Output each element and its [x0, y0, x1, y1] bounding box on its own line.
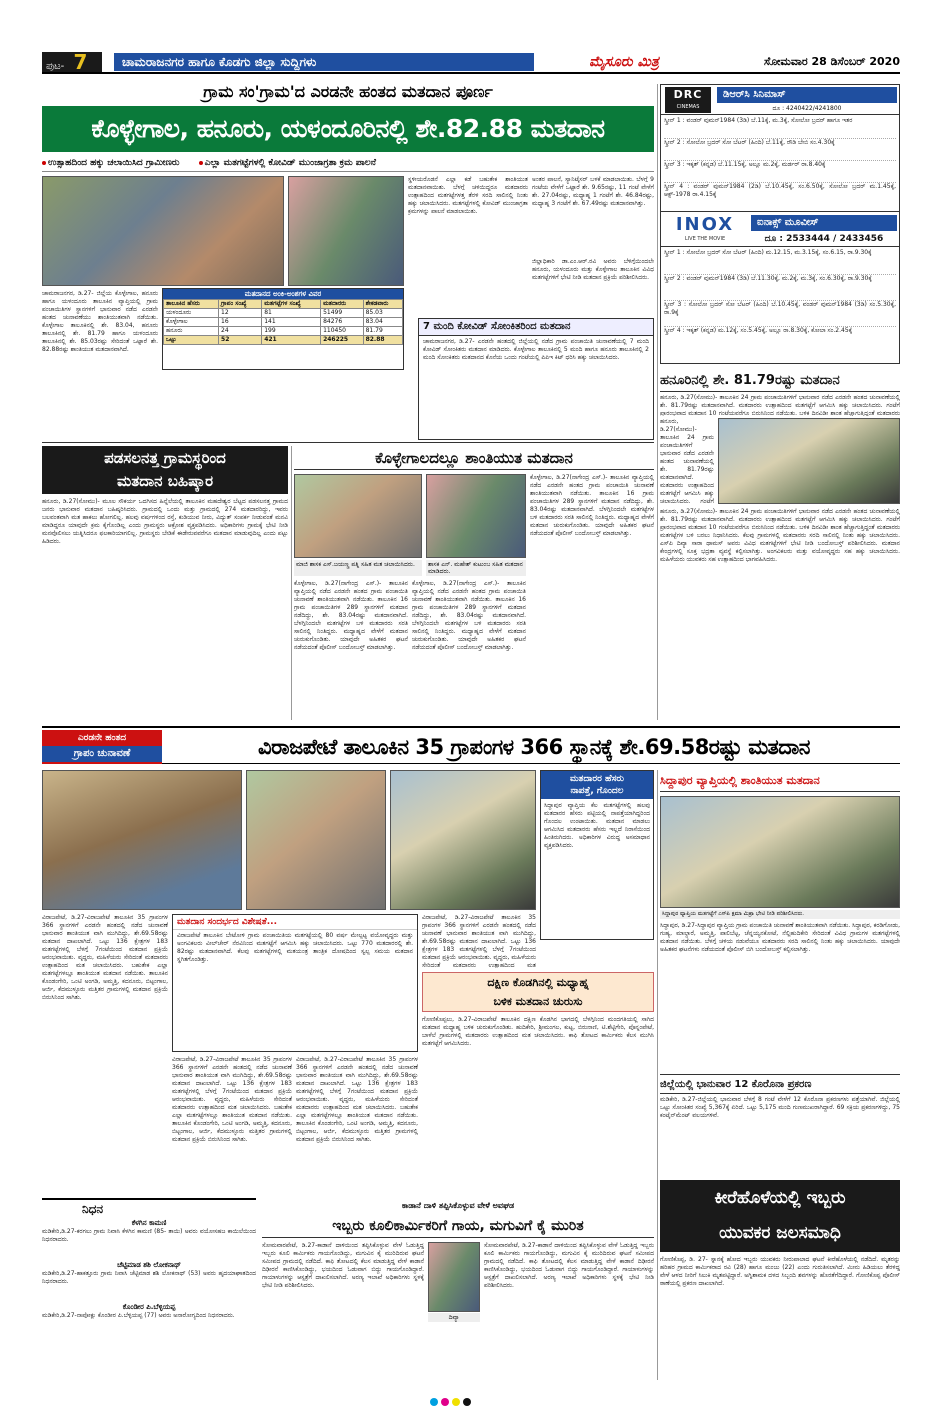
registration-mark: [430, 1398, 510, 1406]
lead-body-2: ಸ್ಥಳೀಯರೊಡನೆ ಎಲ್ಲಾ ಕಡೆ ಬಹುತೇಕ ಶಾಂತಿಯುತ ಮತದಾನವಾಯಿತು. ಬೆಳಗ್ಗೆ ಚಳಿಯಿದ್ದರೂ ಮತದಾರರು ಉತ್ಸಾಹದಿಂದ ಮತಗಟ್ಟೆಗಳತ್ತ ತೆರಳಿ ಸರದಿ ಸಾಲಿನಲ್ಲಿ ನಿಂತು ಹಕ್ಕು ಚಲಾಯಿಸಿದರು. ಮತಗಟ್ಟೆಗಳಲ್ಲಿ ಕೋವಿಡ್ ಮುಂಜಾಗ್ರತಾ ಕ್ರಮಗಳನ್ನು ಪಾಲನೆ ಮಾಡಲಾಯಿತು.: [408, 176, 528, 215]
accident-body-2: ಸೋಮವಾರಪೇಟೆ, ಡಿ.27-ಕಾಡಾನೆ ದಾಳಿಯಿಂದ ತಪ್ಪಿಸಿಕೊಳ್ಳುವ ವೇಳೆ ಓಡುತ್ತಿದ್ದ ಇಬ್ಬರು ಕೂಲಿ ಕಾರ್ಮಿಕರು ಗಾಯಗೊಂಡಿದ್ದು, ಮಗುವಿನ ಕೈ ಮುರಿದಿರುವ ಘಟನೆ ಸಮೀಪದ ಗ್ರಾಮದಲ್ಲಿ ನಡೆದಿದೆ. ಕಾಫಿ ತೋಟದಲ್ಲಿ ಕೆಲಸ ಮಾಡುತ್ತಿದ್ದ ವೇಳೆ ಕಾಡಾನೆ ದಿಢೀರನೆ ಕಾಣಿಸಿಕೊಂಡಿದ್ದು, ಭಯದಿಂದ ಓಡುವಾಗ ಬಿದ್ದು ಗಾಯಗೊಂಡಿದ್ದಾರೆ. ಗಾಯಾಳುಗಳನ್ನು ಆಸ್ಪತ್ರೆಗೆ ದಾಖಲಿಸಲಾಗಿದೆ. ಅರಣ್ಯ ಇಲಾಖೆ ಅಧಿಕಾರಿಗಳು ಸ್ಥಳಕ್ಕೆ ಭೇಟಿ ನೀಡಿ ಪರಿಶೀಲಿಸಿದರು.: [484, 1242, 654, 1289]
showtime-row: ಸ್ಕ್ರೀನ್ 4 : ಇಕ್ಕತ್ (ಕನ್ನಡ) ಮ.12ಕ್ಕೆ, ಸಂ.5.45ಕ್ಕೆ, ಅಲ್ಲೂ ರಾ.8.30ಕ್ಕೆ, ಕೋಲಾ ಸಂ.2.45ಕ್ಕೆ: [664, 327, 853, 334]
drowning-headline: [660, 1180, 900, 1252]
showtime-row: ಸ್ಕ್ರೀನ್ 3 : ಸೋಲೋ ಬ್ರದರ್ ಸೋ ಬೆಟರ್ (ಹಿಂದಿ) ಬೆ.10.45ಕ್ಕೆ, ವಂಡರ್ ವುಮನ್1984 (3ಡಿ) ಸಂ.5.30ಕ್ಕೆ, ರಾ.9ಕ್ಕೆ: [664, 301, 896, 327]
table-cell: 16: [219, 318, 262, 327]
incident-box: [172, 914, 418, 1052]
south-kodagu-headline: [422, 972, 654, 1012]
covid-box-body: ಚಾಮರಾಜನಗರ, ಡಿ.27- ಎರಡನೇ ಹಂತದಲ್ಲಿ ಜಿಲ್ಲೆಯಲ್ಲಿ ನಡೆದ ಗ್ರಾಮ ಪಂಚಾಯಿತಿ ಚುನಾವಣೆಯಲ್ಲಿ 7 ಮಂದಿ ಕೋವಿಡ್ ಸೋಂಕಿತರು ಮತದಾನ ಮಾಡಿದರು. ಕೊಳ್ಳೇಗಾಲ ತಾಲೂಕಿನಲ್ಲಿ 5 ಮಂದಿ ಹಾಗೂ ಹನೂರು ತಾಲೂಕಿನಲ್ಲಿ 2 ಮಂದಿ ಸೋಂಕಿತರು ಮತದಾನದ ಕೊನೆಯ ಒಂದು ಗಂಟೆಯಲ್ಲಿ ಪಿಪಿಇ ಕಿಟ್ ಧರಿಸಿ ಹಕ್ಕು ಚಲಾಯಿಸಿದರು.: [423, 338, 649, 361]
lead-body-1: ಚಾಮರಾಜನಗರ, ಡಿ.27- ಜಿಲ್ಲೆಯ ಕೊಳ್ಳೇಗಾಲ, ಹನೂರು ಹಾಗೂ ಯಳಂದೂರು ತಾಲೂಕಿನ ವ್ಯಾಪ್ತಿಯಲ್ಲಿ ಗ್ರಾಮ ಪಂಚಾಯಿತಿಗಳ ಸ್ಥಾನಗಳಿಗೆ ಭಾನುವಾರ ನಡೆದ ಎರಡನೇ ಹಂತದ ಚುನಾವಣೆಯು ಶಾಂತಿಯುತವಾಗಿ ನಡೆಯಿತು. ಕೊಳ್ಳೇಗಾಲ ತಾಲೂಕಿನಲ್ಲಿ ಶೇ. 83.04, ಹನೂರು ತಾಲೂಕಿನಲ್ಲಿ ಶೇ. 81.79 ಹಾಗೂ ಯಳಂದೂರು ತಾಲೂಕಿನಲ್ಲಿ ಶೇ. 85.03ರಷ್ಟು ಸೇರಿದಂತೆ ಒಟ್ಟಾರೆ ಶೇ. 82.88ರಷ್ಟು ಶಾಂತಿಯುತ ಮತದಾನವಾಗಿದೆ.: [42, 290, 158, 353]
table-cell: ಯಳಂದೂರು: [164, 309, 219, 318]
table-header: ತಾಲೂಕಿನ ಹೆಸರು: [164, 300, 219, 309]
voters-title-line1: ಮತದಾರರ ಹೆಸರು: [570, 774, 624, 784]
drc-title: ಡಿಆರ್‌ಸಿ ಸಿನಿಮಾಸ್: [717, 87, 897, 103]
siddapur-body: ಸಿದ್ದಾಪುರ, ಡಿ.27-ಸಿದ್ದಾಪುರ ವ್ಯಾಪ್ತಿಯ ಗ್ರಾಮ ಪಂಚಾಯಿತಿ ಚುನಾವಣೆ ಶಾಂತಿಯುತವಾಗಿ ನಡೆಯಿತು. ಸಿದ್ದಾಪುರ, ಕರಡಿಗೋಡು, ಗುಹ್ಯ, ಮಾಲ್ದಾರೆ, ಅಮ್ಮತ್ತಿ, ಪಾಲಿಬೆಟ್ಟ, ಚೆನ್ನಯ್ಯನಕೋಟೆ, ನೆಲ್ಲಿಹುದಿಕೇರಿ ಸೇರಿದಂತೆ ವಿವಿಧ ಗ್ರಾಮಗಳ ಮತಗಟ್ಟೆಗಳಲ್ಲಿ ಮತದಾನ ನಡೆಯಿತು. ಬೆಳಗ್ಗೆ ಚಳಿಯ ನಡುವೆಯೂ ಮತದಾರರು ಸರದಿ ಸಾಲಿನಲ್ಲಿ ನಿಂತು ಹಕ್ಕು ಚಲಾಯಿಸಿದರು. ಯಾವುದೇ ಅಹಿತಕರ ಘಟನೆಗಳು ನಡೆಯದಂತೆ ಪೊಲೀಸ್ ಬಿಗಿ ಬಂದೋಬಸ್ತ್ ಕಲ್ಪಿಸಲಾಗಿತ್ತು.: [660, 922, 900, 953]
virajpet-photo-elderly-voters: [246, 770, 386, 910]
section-rule: [42, 442, 654, 443]
table-row: [164, 309, 403, 318]
virajpet-body-1: ವಿರಾಜಪೇಟೆ, ಡಿ.27-ವಿರಾಜಪೇಟೆ ತಾಲೂಕಿನ 35 ಗ್ರಾಪಂಗಳ 366 ಸ್ಥಾನಗಳಿಗೆ ಎರಡನೇ ಹಂತದಲ್ಲಿ ನಡೆದ ಚುನಾವಣೆ ಭಾನುವಾರ ಶಾಂತಿಯುತ ವಾಗಿ ಮುಗಿದಿದ್ದು, ಶೇ.69.58ರಷ್ಟು ಮತದಾನ ದಾಖಲಾಗಿದೆ. ಒಟ್ಟು 136 ಕ್ಷೇತ್ರಗಳ 183 ಮತಗಟ್ಟೆಗಳಲ್ಲಿ ಬೆಳಗ್ಗೆ 7ಗಂಟೆಯಿಂದ ಮತದಾನ ಪ್ರಕ್ರಿಯೆ ಆರಂಭವಾಯಿತು. ವೃದ್ಧರು, ಮಹಿಳೆಯರು ಸೇರಿದಂತೆ ಮತದಾರರು ಉತ್ಸಾಹದಿಂದ ಮತ ಚಲಾಯಿಸಿದರು. ಬಹುತೇಕ ಎಲ್ಲಾ ಮತಗಟ್ಟೆಗಳಲ್ಲೂ ಶಾಂತಿಯುತ ಮತದಾನ ನಡೆಯಿತು. ತಾಲೂಕಿನ ಕೊಂಡಂಗೇರಿ, ಒಂಟಿ ಅಂಗಡಿ, ಅಮ್ಮತ್ತಿ, ಕದನೂರು, ಬಿಟ್ಟಂಗಾಲ, ಆರ್ಜಿ, ಕೆದಮುಳ್ಳೂರು ಮತ್ತಿತರ ಗ್ರಾಮಗಳಲ್ಲಿ ಮತದಾನ ಪ್ರಕ್ರಿಯೆ ಬಿರುಸಿನಿಂದ ಸಾಗಿತು.: [42, 914, 168, 1001]
table-cell: 81: [262, 309, 321, 318]
inox-showtimes: [661, 247, 899, 355]
table-cell: 81.79: [363, 327, 402, 336]
table-cell: 421: [262, 336, 321, 345]
virajpet-tag-line2: ಗ್ರಾಪಂ ಚುನಾವಣೆ: [42, 746, 162, 762]
issue-date: ಸೋಮವಾರ 28 ಡಿಸೆಂಬರ್ 2020: [763, 55, 900, 68]
kollegal-caption-1: ಮಾಜಿ ಶಾಸಕ ಎಸ್.ಜಯಣ್ಣ ಪತ್ನಿ ಸಹಿತ ಮತ ಚಲಾಯಿಸಿದರು.: [294, 560, 422, 576]
table-total-row: [164, 336, 403, 345]
table-cell: 24: [219, 327, 262, 336]
virajpet-body-3: ವಿರಾಜಪೇಟೆ, ಡಿ.27-ವಿರಾಜಪೇಟೆ ತಾಲೂಕಿನ 35 ಗ್ರಾಪಂಗಳ 366 ಸ್ಥಾನಗಳಿಗೆ ಎರಡನೇ ಹಂತದಲ್ಲಿ ನಡೆದ ಚುನಾವಣೆ ಭಾನುವಾರ ಶಾಂತಿಯುತ ವಾಗಿ ಮುಗಿದಿದ್ದು, ಶೇ.69.58ರಷ್ಟು ಮತದಾನ ದಾಖಲಾಗಿದೆ. ಒಟ್ಟು 136 ಕ್ಷೇತ್ರಗಳ 183 ಮತಗಟ್ಟೆಗಳಲ್ಲಿ ಬೆಳಗ್ಗೆ 7ಗಂಟೆಯಿಂದ ಮತದಾನ ಪ್ರಕ್ರಿಯೆ ಆರಂಭವಾಯಿತು. ವೃದ್ಧರು, ಮಹಿಳೆಯರು ಸೇರಿದಂತೆ ಮತದಾರರು ಉತ್ಸಾಹದಿಂದ ಮತ ಚಲಾಯಿಸಿದರು. ಬಹುತೇಕ ಎಲ್ಲಾ ಮತಗಟ್ಟೆಗಳಲ್ಲೂ ಶಾಂತಿಯುತ ಮತದಾನ ನಡೆಯಿತು. ತಾಲೂಕಿನ ಕೊಂಡಂಗೇರಿ, ಒಂಟಿ ಅಂಗಡಿ, ಅಮ್ಮತ್ತಿ, ಕದನೂರು, ಬಿಟ್ಟಂಗಾಲ, ಆರ್ಜಿ, ಕೆದಮುಳ್ಳೂರು ಮತ್ತಿತರ ಗ್ರಾಮಗಳಲ್ಲಿ ಮತದಾನ ಪ್ರಕ್ರಿಯೆ ಬಿರುಸಿನಿಂದ ಸಾಗಿತು.: [296, 1056, 418, 1143]
corona-body: ಮಡಿಕೇರಿ, ಡಿ.27-ಜಿಲ್ಲೆಯಲ್ಲಿ ಭಾನುವಾರ ಬೆಳಗ್ಗೆ 8 ಗಂಟೆ ವೇಳೆಗೆ 12 ಕೊರೊನಾ ಪ್ರಕರಣಗಳು ಪತ್ತೆಯಾಗಿವೆ. ಜಿಲ್ಲೆಯಲ್ಲಿ ಒಟ್ಟು ಸೋಂಕಿತರ ಸಂಖ್ಯೆ 5,367ಕ್ಕೆ ಏರಿದೆ. ಒಟ್ಟು 5,175 ಮಂದಿ ಗುಣಮುಖರಾಗಿದ್ದಾರೆ. 69 ಸಕ್ರಿಯ ಪ್ರಕರಣಗಳಿದ್ದು, 75 ಕಂಟೈನ್‌ಮೆಂಟ್ ವಲಯಗಳಿವೆ.: [660, 1096, 900, 1119]
virajpet-body-2: ವಿರಾಜಪೇಟೆ, ಡಿ.27-ವಿರಾಜಪೇಟೆ ತಾಲೂಕಿನ 35 ಗ್ರಾಪಂಗಳ 366 ಸ್ಥಾನಗಳಿಗೆ ಎರಡನೇ ಹಂತದಲ್ಲಿ ನಡೆದ ಚುನಾವಣೆ ಭಾನುವಾರ ಶಾಂತಿಯುತ ವಾಗಿ ಮುಗಿದಿದ್ದು, ಶೇ.69.58ರಷ್ಟು ಮತದಾನ ದಾಖಲಾಗಿದೆ. ಒಟ್ಟು 136 ಕ್ಷೇತ್ರಗಳ 183 ಮತಗಟ್ಟೆಗಳಲ್ಲಿ ಬೆಳಗ್ಗೆ 7ಗಂಟೆಯಿಂದ ಮತದಾನ ಪ್ರಕ್ರಿಯೆ ಆರಂಭವಾಯಿತು. ವೃದ್ಧರು, ಮಹಿಳೆಯರು ಸೇರಿದಂತೆ ಮತದಾರರು ಉತ್ಸಾಹದಿಂದ ಮತ ಚಲಾಯಿಸಿದರು. ಬಹುತೇಕ ಎಲ್ಲಾ ಮತಗಟ್ಟೆಗಳಲ್ಲೂ ಶಾಂತಿಯುತ ಮತದಾನ ನಡೆಯಿತು. ತಾಲೂಕಿನ ಕೊಂಡಂಗೇರಿ, ಒಂಟಿ ಅಂಗಡಿ, ಅಮ್ಮತ್ತಿ, ಕದನೂರು, ಬಿಟ್ಟಂಗಾಲ, ಆರ್ಜಿ, ಕೆದಮುಳ್ಳೂರು ಮತ್ತಿತರ ಗ್ರಾಮಗಳಲ್ಲಿ ಮತದಾನ ಪ್ರಕ್ರಿಯೆ ಬಿರುಸಿನಿಂದ ಸಾಗಿತು.: [172, 1056, 292, 1143]
drowning-body: ಗೋಣಿಕೊಪ್ಪ, ಡಿ. 27- ಸ್ನಾನಕ್ಕೆ ಹೋದ ಇಬ್ಬರು ಯುವಕರು ನೀರುಪಾಲಾದ ಘಟನೆ ಕೀರೆಹೊಳೆಯಲ್ಲಿ ನಡೆದಿದೆ. ಮೃತರನ್ನು ಹರಿಹರ ಗ್ರಾಮದ ಕಾರ್ಮಿಕರಾದ ರವಿ (28) ಹಾಗೂ ಮಂಜು (22) ಎಂದು ಗುರುತಿಸಲಾಗಿದೆ. ಮೀನು ಹಿಡಿಯಲು ತೆರಳಿದ್ದ ವೇಳೆ ಆಳದ ನೀರಿಗೆ ಸಿಲುಕಿ ಮೃತಪಟ್ಟಿದ್ದಾರೆ. ಅಗ್ನಿಶಾಮಕ ದಳದ ಸಿಬ್ಬಂದಿ ಶವಗಳನ್ನು ಹೊರತೆಗೆದಿದ್ದಾರೆ. ಗೋಣಿಕೊಪ್ಪ ಪೊಲೀಸ್ ಠಾಣೆಯಲ್ಲಿ ಪ್ರಕರಣ ದಾಖಲಾಗಿದೆ.: [660, 1256, 900, 1287]
table-row: [164, 318, 403, 327]
accident-photo-child: [428, 1242, 480, 1312]
virajpet-body-4: ವಿರಾಜಪೇಟೆ, ಡಿ.27-ವಿರಾಜಪೇಟೆ ತಾಲೂಕಿನ 35 ಗ್ರಾಪಂಗಳ 366 ಸ್ಥಾನಗಳಿಗೆ ಎರಡನೇ ಹಂತದಲ್ಲಿ ನಡೆದ ಚುನಾವಣೆ ಭಾನುವಾರ ಶಾಂತಿಯುತ ವಾಗಿ ಮುಗಿದಿದ್ದು, ಶೇ.69.58ರಷ್ಟು ಮತದಾನ ದಾಖಲಾಗಿದೆ. ಒಟ್ಟು 136 ಕ್ಷೇತ್ರಗಳ 183 ಮತಗಟ್ಟೆಗಳಲ್ಲಿ ಬೆಳಗ್ಗೆ 7ಗಂಟೆಯಿಂದ ಮತದಾನ ಪ್ರಕ್ರಿಯೆ ಆರಂಭವಾಯಿತು. ವೃದ್ಧರು, ಮಹಿಳೆಯರು ಸೇರಿದಂತೆ ಮತದಾರರು ಉತ್ಸಾಹದಿಂದ ಮತ: [422, 914, 536, 968]
page-label: [42, 52, 102, 72]
virajpet-headline: ವಿರಾಜಪೇಟೆ ತಾಲೂಕಿನ 35 ಗ್ರಾಪಂಗಳ 366 ಸ್ಥಾನಕ್ಕೆ ಶೇ.69.58ರಷ್ಟು ಮತದಾನ: [258, 735, 810, 759]
showtime-row: ಸ್ಕ್ರೀನ್ 1 : ವಂಡರ್ ವುಮನ್1984 (3ಡಿ) ಬೆ.11ಕ್ಕೆ, ಮ.3ಕ್ಕೆ, ಸೋಲೋ ಬ್ರದರ್ ಹಾಗೂ ಇತರ: [664, 117, 896, 139]
drc-logo: [665, 87, 711, 113]
hanur-body-top: ಹನೂರು, ಡಿ.27(ಸೋಮು)- ತಾಲೂಕಿನ 24 ಗ್ರಾಮ ಪಂಚಾಯಿತಿಗಳಿಗೆ ಭಾನುವಾರ ನಡೆದ ಎರಡನೇ ಹಂತದ ಚುನಾವಣೆಯಲ್ಲಿ ಶೇ. 81.79ರಷ್ಟು ಮತದಾನವಾಗಿದೆ. ಮತದಾರರು ಉತ್ಸಾಹದಿಂದ ಮತಗಟ್ಟೆಗೆ ಆಗಮಿಸಿ ಹಕ್ಕು ಚಲಾಯಿಸಿದರು. ಗಂಟೆಗೆ ಪ್ರಾರಂಭವಾದ ಮತದಾನ 10 ಗಂಟೆಯವರೆಗೂ ಬಿರುಸಿನಿಂದ ನಡೆಯಿತು. ಬಳಿಕ ದಿನವಿಡೀ ಶಾಂತ ಹೆಚ್ಚಾಗುತ್ತಿದ್ದಂತೆ ಮತದಾರರು: [660, 394, 900, 416]
table-row: [164, 327, 403, 336]
section-title: ಚಾಮರಾಜನಗರ ಹಾಗೂ ಕೊಡಗು ಜಿಲ್ಲಾ ಸುದ್ದಿಗಳು: [114, 53, 534, 71]
obituary-name-2: ಚೆಟ್ಟಿಮಾಡ ಶಶಿ ಲೋಕನಾಥ್: [117, 1261, 181, 1269]
drc-phone: ದೂ : 4240422/4241800: [772, 105, 842, 112]
bullet-dot-icon: [42, 161, 46, 165]
lead-headline: ಕೊಳ್ಳೇಗಾಲ, ಹನೂರು, ಯಳಂದೂರಿನಲ್ಲಿ ಶೇ.82.88 ಮತದಾನ: [42, 106, 654, 152]
kollegal-photo-mla-family: [426, 474, 526, 558]
showtime-row: ಸ್ಕ್ರೀನ್ 3 : ಇಕ್ಕತ್ (ಕನ್ನಡ) ಬೆ.11.15ಕ್ಕೆ, ಅಲ್ಲೂ ಮ.2ಕ್ಕೆ, ಮರ್ಡರ್ ರಾ.8.40ಕ್ಕೆ: [664, 161, 896, 183]
obituary-title: ನಿಧನ: [82, 1202, 104, 1216]
accident-kicker: ಕಾಡಾನೆ ದಾಳಿ ತಪ್ಪಿಸಿಕೊಳ್ಳುವ ವೇಳೆ ಅವಘಡ: [401, 1201, 515, 1210]
obituary-body-3: ಮಡಿಕೇರಿ,ಡಿ.27-ನಾಪೋಕ್ಲು ಕೊಂಡೀರ ಪಿ.ಬೆಳ್ಳಿಯಪ್ಪ (77) ಅವರು ಅನಾರೋಗ್ಯದಿಂದ ನಿಧನರಾದರು.: [42, 1312, 235, 1319]
obituary-name-3: ಕೊಂಡೀರ ಪಿ.ಬೆಳ್ಳಿಯಪ್ಪ: [122, 1303, 176, 1311]
hanur-photo-polling: [718, 418, 900, 504]
kollegal-body-3: ಕೊಳ್ಳೇಗಾಲ, ಡಿ.27(ನಾಗೇಂದ್ರ ಎಸ್.)- ತಾಲೂಕಿನ ವ್ಯಾಪ್ತಿಯಲ್ಲಿ ನಡೆದ ಎರಡನೇ ಹಂತದ ಗ್ರಾಮ ಪಂಚಾಯಿತಿ ಚುನಾವಣೆ ಶಾಂತಿಯುತವಾಗಿ ನಡೆಯಿತು. ತಾಲೂಕಿನ 16 ಗ್ರಾಮ ಪಂಚಾಯಿತಿಗಳ 289 ಸ್ಥಾನಗಳಿಗೆ ಮತದಾನ ನಡೆದಿದ್ದು, ಶೇ. 83.04ರಷ್ಟು ಮತದಾನವಾಗಿದೆ. ಬೆಳಗ್ಗಿನಿಂದಲೇ ಮತಗಟ್ಟೆಗಳ ಬಳಿ ಮತದಾರರು ಸರತಿ ಸಾಲಿನಲ್ಲಿ ನಿಂತಿದ್ದರು. ಮಧ್ಯಾಹ್ನದ ವೇಳೆಗೆ ಮತದಾನ ಚುರುಕುಗೊಂಡಿತು. ಯಾವುದೇ ಅಹಿತಕರ ಘಟನೆ ನಡೆಯದಂತೆ ಪೊಲೀಸ್ ಬಂದೋಬಸ್ತ್ ಮಾಡಲಾಗಿತ್ತು.: [530, 474, 654, 537]
column-rule: [657, 770, 658, 1380]
kollegal-body-1: ಕೊಳ್ಳೇಗಾಲ, ಡಿ.27(ನಾಗೇಂದ್ರ ಎಸ್.)- ತಾಲೂಕಿನ ವ್ಯಾಪ್ತಿಯಲ್ಲಿ ನಡೆದ ಎರಡನೇ ಹಂತದ ಗ್ರಾಮ ಪಂಚಾಯಿತಿ ಚುನಾವಣೆ ಶಾಂತಿಯುತವಾಗಿ ನಡೆಯಿತು. ತಾಲೂಕಿನ 16 ಗ್ರಾಮ ಪಂಚಾಯಿತಿಗಳ 289 ಸ್ಥಾನಗಳಿಗೆ ಮತದಾನ ನಡೆದಿದ್ದು, ಶೇ. 83.04ರಷ್ಟು ಮತದಾನವಾಗಿದೆ. ಬೆಳಗ್ಗಿನಿಂದಲೇ ಮತಗಟ್ಟೆಗಳ ಬಳಿ ಮತದಾರರು ಸರತಿ ಸಾಲಿನಲ್ಲಿ ನಿಂತಿದ್ದರು. ಮಧ್ಯಾಹ್ನದ ವೇಳೆಗೆ ಮತದಾನ ಚುರುಕುಗೊಂಡಿತು. ಯಾವುದೇ ಅಹಿತಕರ ಘಟನೆ ನಡೆಯದಂತೆ ಪೊಲೀಸ್ ಬಂದೋಬಸ್ತ್ ಮಾಡಲಾಗಿತ್ತು.: [294, 580, 408, 651]
drc-header: [661, 85, 899, 115]
lead-photo-polling-booth: [288, 176, 404, 286]
column-rule: [291, 446, 292, 720]
table-cell: 246225: [321, 336, 364, 345]
virajpet-photo-women-voters: [42, 770, 242, 910]
table-cell: 84276: [321, 318, 364, 327]
masthead: [42, 50, 900, 74]
table-cell: 12: [219, 309, 262, 318]
south-kodagu-line2: ಬಳಿಕ ಮತದಾನ ಚುರುಸು: [493, 995, 583, 1008]
accident-photo-caption: ದಿವ್ಯಾ: [428, 1313, 480, 1322]
voters-missing-box: [540, 770, 654, 940]
kollegal-body-2: ಕೊಳ್ಳೇಗಾಲ, ಡಿ.27(ನಾಗೇಂದ್ರ ಎಸ್.)- ತಾಲೂಕಿನ ವ್ಯಾಪ್ತಿಯಲ್ಲಿ ನಡೆದ ಎರಡನೇ ಹಂತದ ಗ್ರಾಮ ಪಂಚಾಯಿತಿ ಚುನಾವಣೆ ಶಾಂತಿಯುತವಾಗಿ ನಡೆಯಿತು. ತಾಲೂಕಿನ 16 ಗ್ರಾಮ ಪಂಚಾಯಿತಿಗಳ 289 ಸ್ಥಾನಗಳಿಗೆ ಮತದಾನ ನಡೆದಿದ್ದು, ಶೇ. 83.04ರಷ್ಟು ಮತದಾನವಾಗಿದೆ. ಬೆಳಗ್ಗಿನಿಂದಲೇ ಮತಗಟ್ಟೆಗಳ ಬಳಿ ಮತದಾರರು ಸರತಿ ಸಾಲಿನಲ್ಲಿ ನಿಂತಿದ್ದರು. ಮಧ್ಯಾಹ್ನದ ವೇಳೆಗೆ ಮತದಾನ ಚುರುಕುಗೊಂಡಿತು. ಯಾವುದೇ ಅಹಿತಕರ ಘಟನೆ ನಡೆಯದಂತೆ ಪೊಲೀಸ್ ಬಂದೋಬಸ್ತ್ ಮಾಡಲಾಗಿತ್ತು.: [412, 580, 526, 651]
kollegal-headline: ಕೊಳ್ಳೇಗಾಲದಲ್ಲೂ ಶಾಂತಿಯುತ ಮತದಾನ: [294, 446, 654, 470]
drc-logo-text: DRC: [673, 88, 703, 101]
drowning-headline-line2: ಯುವಕರ ಜಲಸಮಾಧಿ: [719, 1223, 841, 1243]
page-label-text: ಪುಟ-: [46, 61, 65, 72]
lead-bullets: [42, 154, 654, 172]
lead-body-4: ಜಿಲ್ಲಾಧಿಕಾರಿ ಡಾ.ಎಂ.ಆರ್.ರವಿ ಅವರು ಬೆಳಿಗ್ಗೆಯಿಂದಲೇ ಹನೂರು, ಯಳಂದೂರು ಮತ್ತು ಕೊಳ್ಳೇಗಾಲ ತಾಲೂಕಿನ ವಿವಿಧ ಮತಗಟ್ಟೆಗಳಿಗೆ ಭೇಟಿ ನೀಡಿ ಮತದಾನ ಪ್ರಕ್ರಿಯೆ ಪರಿಶೀಲಿಸಿದರು.: [532, 258, 654, 281]
covid-box-title: 7 ಮಂದಿ ಕೋವಿಡ್ ಸೋಂಕಿತರಿಂದ ಮತದಾನ: [419, 319, 653, 336]
showtime-row: ಸ್ಕ್ರೀನ್ 2 : ವಂಡರ್ ವುಮನ್1984 (3ಡಿ) ಬೆ.11.30ಕ್ಕೆ, ಮ.2ಕ್ಕೆ, ಮ.3ಕ್ಕೆ, ಸಂ.6.30ಕ್ಕೆ, ರಾ.9.30ಕ್ಕೆ: [664, 275, 896, 301]
lead-kicker: ಗ್ರಾಮ ಸಂ'ಗ್ರಾಮ'ದ ಎರಡನೇ ಹಂತದ ಮತದಾನ ಪೂರ್ಣ: [203, 82, 493, 101]
table-header-row: [164, 300, 403, 309]
south-kodagu-line1: ದಕ್ಷಿಣ ಕೊಡಗಿನಲ್ಲಿ ಮಧ್ಯಾಹ್ನ: [487, 976, 589, 989]
siddapur-caption: ಸಿದ್ದಾಪುರ ವ್ಯಾಪ್ತಿಯ ಮತಗಟ್ಟೆಗೆ ಎಸ್‌ಪಿ ಕ್ಷಮಾ ಮಿಶ್ರಾ ಭೇಟಿ ನೀಡಿ ಪರಿಶೀಲಿಸಿದರು.: [660, 910, 900, 919]
vote-table-box: [162, 288, 404, 370]
boycott-headline-line2: ಮತದಾನ ಬಹಿಷ್ಕಾರ: [116, 472, 214, 490]
lead-bullet-1: ಉತ್ಸಾಹದಿಂದ ಹಕ್ಕು ಚಲಾಯಿಸಿದ ಗ್ರಾಮೀಣರು: [48, 158, 180, 168]
inox-logo-text: INOX: [675, 214, 735, 235]
table-cell: 82.88: [363, 336, 402, 345]
inox-title: ಐನಾಕ್ಸ್ ಮೂವೀಸ್: [751, 215, 897, 231]
virajpet-photo-wheelchair-voter: [390, 770, 536, 910]
obituary-name-1: ಕೆಳಗಿನ ಕಾಮಣಿ: [131, 1219, 167, 1227]
column-rule: [657, 84, 658, 720]
showtime-row: ಸ್ಕ್ರೀನ್ 4 : ವಂಡರ್ ವುಮನ್1984 (2ಡಿ) ಬೆ.10.45ಕ್ಕೆ, ಸಂ.6.50ಕ್ಕೆ, ಸೋಲೋ ಬ್ರದರ್ ಮ.1.45ಕ್ಕೆ, ಆಕ್ಟ್-1978 ರಾ.4.15ಕ್ಕೆ: [664, 183, 896, 198]
inox-logo-sub: LIVE THE MOVIE: [684, 236, 726, 242]
voters-missing-body: ಸಿದ್ದಾಪುರ ವ್ಯಾಪ್ತಿಯ ಕೆಲ ಮತಗಟ್ಟೆಗಳಲ್ಲಿ ಹಲವು ಮತದಾರರ ಹೆಸರು ಪಟ್ಟಿಯಲ್ಲಿ ನಾಪತ್ತೆಯಾಗಿದ್ದರಿಂದ ಗೊಂದಲ ಉಂಟಾಯಿತು. ಮತದಾನ ಮಾಡಲು ಆಗಮಿಸಿದ ಮತದಾರರು ಹೆಸರು ಇಲ್ಲದೆ ನಿರಾಸೆಯಿಂದ ಹಿಂತಿರುಗಿದರು. ಅಧಿಕಾರಿಗಳ ವಿರುದ್ಧ ಅಸಮಾಧಾನ ವ್ಯಕ್ತಪಡಿಸಿದರು.: [544, 802, 650, 849]
incident-body: ವಿರಾಜಪೇಟೆ ತಾಲೂಕಿನ ಬೇಟೋಳಿ ಗ್ರಾಮ ಪಂಚಾಯಿತಿಯ ಮತಗಟ್ಟೆಯಲ್ಲಿ 80 ವರ್ಷ ಮೇಲ್ಪಟ್ಟ ವಯೋವೃದ್ಧರು ಮತ್ತು ಅಂಗವಿಕಲರು ವೀಲ್‌ಚೇರ್ ನೆರವಿನಿಂದ ಮತಗಟ್ಟೆಗೆ ಆಗಮಿಸಿ ಹಕ್ಕು ಚಲಾಯಿಸಿದರು. ಒಟ್ಟು 770 ಮತದಾರರಲ್ಲಿ ಶೇ. 82ರಷ್ಟು ಮತದಾನವಾಗಿದೆ. ಕೆಲವು ಮತಗಟ್ಟೆಗಳಲ್ಲಿ ಮತಯಂತ್ರ ತಾಂತ್ರಿಕ ದೋಷದಿಂದ ಸ್ವಲ್ಪ ಸಮಯ ಮತದಾನ ಸ್ಥಗಿತಗೊಂಡಿತ್ತು.: [177, 932, 413, 963]
table-cell: ಒಟ್ಟು: [164, 336, 219, 345]
kollegal-photo-former-mla: [294, 474, 422, 558]
page-number: 7: [73, 50, 88, 74]
siddapur-photo-police: [660, 796, 900, 908]
boycott-headline: [42, 446, 288, 494]
obituary-body-1: ಮಡಿಕೇರಿ,ಡಿ.27-ಕರಗಲು ಗ್ರಾಮ ನಿವಾಸಿ ಕೆಳಗಿನ ಕಾಮಣಿ (85- ತಾಯಿ) ಅವರು ವಯೋಸಹಜ ಕಾಯಿಲೆಯಿಂದ ನಿಧನರಾದರು.: [42, 1228, 256, 1243]
voters-title-line2: ನಾಪತ್ತೆ, ಗೊಂದಲ: [570, 786, 624, 796]
table-header: ಮತದಾರರು: [321, 300, 364, 309]
lead-photo-voters-queue: [42, 176, 284, 286]
boycott-body: ಹನೂರು, ಡಿ.27(ಸೋಮು)- ಮೂಲ ಸೌಕರ್ಯ ಒದಗಿಸದ ಹಿನ್ನೆಲೆಯಲ್ಲಿ ತಾಲೂಕಿನ ಮಹದೇಶ್ವರ ಬೆಟ್ಟದ ಪಡಸಲನತ್ತ ಗ್ರಾಮದ ಜನರು ಭಾನುವಾರ ಮತದಾನ ಬಹಿಷ್ಕರಿಸಿದರು. ಗ್ರಾಮದಲ್ಲಿ ಒಂದು ಮತ್ತು ಗ್ರಾಮದಲ್ಲಿ 274 ಮತದಾರರಿದ್ದು, ಇವರು ಬಲವಂತವಾಗಿ ಮತ ಹಾಕಲು ಹೋಗಲಿಲ್ಲ. ಹಲವು ವರ್ಷಗಳಿಂದ ರಸ್ತೆ, ಕುಡಿಯುವ ನೀರು, ವಿದ್ಯುತ್ ಸಂಪರ್ಕ ನೀಡುವಂತೆ ಮನವಿ ಮಾಡಿದ್ದರೂ ಯಾವುದೇ ಕ್ರಮ ಕೈಗೊಂಡಿಲ್ಲ ಎಂದು ಗ್ರಾಮಸ್ಥರು ಆಕ್ರೋಶ ವ್ಯಕ್ತಪಡಿಸಿದರು. ಅಧಿಕಾರಿಗಳು ಗ್ರಾಮಕ್ಕೆ ಭೇಟಿ ನೀಡಿ ಮನವೊಲಿಸಲು ಯತ್ನಿಸಿದರೂ ಫಲಕಾರಿಯಾಗಲಿಲ್ಲ. ಗ್ರಾಮಸ್ಥರು ಬೇಡಿಕೆ ಈಡೇರುವವರೆಗೂ ಮತದಾನ ಮಾಡುವುದಿಲ್ಲ ಎಂದು ಪಟ್ಟು ಹಿಡಿದರು.: [42, 498, 288, 545]
accident-body-1: ಸೋಮವಾರಪೇಟೆ, ಡಿ.27-ಕಾಡಾನೆ ದಾಳಿಯಿಂದ ತಪ್ಪಿಸಿಕೊಳ್ಳುವ ವೇಳೆ ಓಡುತ್ತಿದ್ದ ಇಬ್ಬರು ಕೂಲಿ ಕಾರ್ಮಿಕರು ಗಾಯಗೊಂಡಿದ್ದು, ಮಗುವಿನ ಕೈ ಮುರಿದಿರುವ ಘಟನೆ ಸಮೀಪದ ಗ್ರಾಮದಲ್ಲಿ ನಡೆದಿದೆ. ಕಾಫಿ ತೋಟದಲ್ಲಿ ಕೆಲಸ ಮಾಡುತ್ತಿದ್ದ ವೇಳೆ ಕಾಡಾನೆ ದಿಢೀರನೆ ಕಾಣಿಸಿಕೊಂಡಿದ್ದು, ಭಯದಿಂದ ಓಡುವಾಗ ಬಿದ್ದು ಗಾಯಗೊಂಡಿದ್ದಾರೆ. ಗಾಯಾಳುಗಳನ್ನು ಆಸ್ಪತ್ರೆಗೆ ದಾಖಲಿಸಲಾಗಿದೆ. ಅರಣ್ಯ ಇಲಾಖೆ ಅಧಿಕಾರಿಗಳು ಸ್ಥಳಕ್ಕೆ ಭೇಟಿ ನೀಡಿ ಪರಿಶೀಲಿಸಿದರು.: [262, 1242, 424, 1289]
drowning-headline-line1: ಕೀರೆಹೊಳೆಯಲ್ಲಿ ಇಬ್ಬರು: [714, 1188, 846, 1208]
corona-headline: ಜಿಲ್ಲೆಯಲ್ಲಿ ಭಾನುವಾರ 12 ಕೊರೊನಾ ಪ್ರಕರಣ: [660, 1074, 900, 1094]
lead-bullet-2: ಎಲ್ಲಾ ಮತಗಟ್ಟೆಗಳಲ್ಲಿ ಕೋವಿಡ್ ಮುಂಜಾಗ್ರತಾ ಕ್ರಮ ಪಾಲನೆ: [204, 158, 376, 168]
showtime-row: ಸ್ಕ್ರೀನ್ 1 : ಸೋಲೋ ಬ್ರದರ್ ಸೋ ಬೆಟರ್ (ಹಿಂದಿ) ಮ.12.15, ಮ.3.15ಕ್ಕೆ, ಸಂ.6.15, ರಾ.9.30ಕ್ಕೆ: [664, 249, 896, 275]
kollegal-caption-2: ಶಾಸಕ ಎನ್. ಮಹೇಶ್ ಕುಟುಂಬ ಸಹಿತ ಮತದಾನ ಮಾಡಿದರು.: [426, 560, 526, 576]
lead-body-3: ಅಂತರ ಪಾಲನೆ, ಸ್ಯಾನಿಟೈಸರ್ ಬಳಕೆ ಮಾಡಲಾಯಿತು. ಬೆಳಗ್ಗೆ 9 ಗಂಟೆಯ ವೇಳೆಗೆ ಒಟ್ಟಾರೆ ಶೇ. 9.65ರಷ್ಟು, 11 ಗಂಟೆ ವೇಳೆಗೆ ಶೇ. 27.04ರಷ್ಟು, ಮಧ್ಯಾಹ್ನ 1 ಗಂಟೆಗೆ ಶೇ. 46.84ರಷ್ಟು, ಮಧ್ಯಾಹ್ನ 3 ಗಂಟೆಗೆ ಶೇ. 67.49ರಷ್ಟು ಮತದಾನವಾಗಿತ್ತು.: [532, 176, 654, 207]
table-header: ಗ್ರಾಪಂ ಸಂಖ್ಯೆ: [219, 300, 262, 309]
table-cell: 83.04: [363, 318, 402, 327]
drc-showtimes: [661, 115, 899, 211]
voters-missing-title: [541, 771, 653, 799]
table-cell: 110450: [321, 327, 364, 336]
showtime-row: ಸ್ಕ್ರೀನ್ 2 : ಸೋಲೋ ಬ್ರದರ್ ಸೋ ಬೆಟರ್ (ಹಿಂದಿ) ಬೆ.11ಕ್ಕೆ, ರೌಡಿ ಬೇಬಿ ಸಂ.4.30ಕ್ಕೆ: [664, 139, 896, 161]
virajpet-tag: [42, 730, 162, 764]
table-cell: 199: [262, 327, 321, 336]
table-header: ಶೇಕಡವಾರು: [363, 300, 402, 309]
table-cell: 52: [219, 336, 262, 345]
virajpet-tag-line1: ಎರಡನೇ ಹಂತದ: [77, 733, 127, 743]
inox-header: [661, 211, 899, 247]
boycott-headline-line1: ಪಡಸಲನತ್ತ ಗ್ರಾಮಸ್ಥರಿಂದ: [104, 449, 226, 467]
covid-voters-box: [418, 318, 654, 440]
south-kodagu-body: ಗೋಣಿಕೊಪ್ಪಲು, ಡಿ.27-ವಿರಾಜಪೇಟೆ ತಾಲೂಕಿನ ದಕ್ಷಿಣ ಕೊಡಗಿನ ಭಾಗದಲ್ಲಿ ಬೆಳಗ್ಗಿನಿಂದ ಮಂದಗತಿಯಲ್ಲಿ ಸಾಗಿದ ಮತದಾನ ಮಧ್ಯಾಹ್ನ ಬಳಿಕ ಚುರುಕುಗೊಂಡಿತು. ಹುದಿಕೇರಿ, ಶ್ರೀಮಂಗಲ, ಕುಟ್ಟ, ಬಿರುನಾಣಿ, ಟಿ.ಶೆಟ್ಟಿಗೇರಿ, ಪೊನ್ನಂಪೇಟೆ, ಬಾಳೆಲೆ ಗ್ರಾಮಗಳಲ್ಲಿ ಮತದಾರರು ಉತ್ಸಾಹದಿಂದ ಮತ ಚಲಾಯಿಸಿದರು. ಕಾಫಿ ತೋಟದ ಕಾರ್ಮಿಕರು ಕೆಲಸ ಮುಗಿಸಿ ಮತಗಟ್ಟೆಗೆ ಆಗಮಿಸಿದರು.: [422, 1016, 654, 1047]
incident-title: ಮತದಾನ ಸಂದರ್ಭದ ವಿಶೇಷತೆ...: [173, 915, 417, 930]
table-cell: ಹನೂರು: [164, 327, 219, 336]
inox-phone: ದೂ : 2533444 / 2433456: [764, 234, 884, 244]
paper-name: ಮೈಸೂರು ಮಿತ್ರ: [589, 54, 659, 70]
obituary-box: [42, 1198, 256, 1380]
table-header: ಮತಗಟ್ಟೆಗಳ ಸಂಖ್ಯೆ: [262, 300, 321, 309]
inox-logo: [665, 215, 745, 245]
vote-table-title: ಮತದಾನದ ಅಂಕಿ-ಅಂಶಗಳ ವಿವರ: [163, 289, 403, 299]
accident-headline: ಇಬ್ಬರು ಕೂಲಿಕಾರ್ಮಿಕರಿಗೆ ಗಾಯ, ಮಗುವಿಗೆ ಕೈ ಮುರಿತ: [262, 1214, 654, 1238]
vote-table: [163, 299, 403, 345]
hanur-body-main: ಹನೂರು, ಡಿ.27(ಸೋಮು)- ತಾಲೂಕಿನ 24 ಗ್ರಾಮ ಪಂಚಾಯಿತಿಗಳಿಗೆ ಭಾನುವಾರ ನಡೆದ ಎರಡನೇ ಹಂತದ ಚುನಾವಣೆಯಲ್ಲಿ ಶೇ. 81.79ರಷ್ಟು ಮತದಾನವಾಗಿದೆ. ಮತದಾರರು ಉತ್ಸಾಹದಿಂದ ಮತಗಟ್ಟೆಗೆ ಆಗಮಿಸಿ ಹಕ್ಕು ಚಲಾಯಿಸಿದರು. ಗಂಟೆಗೆ ಪ್ರಾರಂಭವಾದ ಮತದಾನ 10 ಗಂಟೆಯವರೆಗೂ ಬಿರುಸಿನಿಂದ ನಡೆಯಿತು. ಬಳಿಕ ದಿನವಿಡೀ ಶಾಂತ ಹೆಚ್ಚಾಗುತ್ತಿದ್ದಂತೆ ಮತದಾರರು ಮತಗಟ್ಟೆಗಳ ಬಳಿ ಬರಲು ನಿಧಾನಿಸಿದರು. ಕೆಲವು ಗ್ರಾಮಗಳಲ್ಲಿ ಮತದಾರರು ಸರದಿ ಸಾಲಿನಲ್ಲಿ ನಿಂತು ಹಕ್ಕು ಚಲಾಯಿಸಿದರು. ಎಸ್‌ಪಿ ದಿವ್ಯಾ ಸಾರಾ ಥಾಮಸ್ ಅವರು ವಿವಿಧ ಮತಗಟ್ಟೆಗಳಿಗೆ ಭೇಟಿ ನೀಡಿ ಬಂದೋಬಸ್ತ್ ಪರಿಶೀಲಿಸಿದರು. ಮತದಾನ ಕೇಂದ್ರಗಳಲ್ಲಿ ಸೂಕ್ತ ಭದ್ರತಾ ವ್ಯವಸ್ಥೆ ಕಲ್ಪಿಸಲಾಗಿತ್ತು. ಅಂಗವಿಕಲರು ಮತ್ತು ವಯೋವೃದ್ಧರು ಸಹ ಹಕ್ಕು ಚಲಾಯಿಸಿದರು. ಮಹಿಳೆಯರು ಯುವಕರು ಸಹ ಉತ್ಸಾಹದಿಂದ ಭಾಗವಹಿಸಿದರು.: [660, 508, 900, 563]
obituary-body-2: ಮಡಿಕೇರಿ,ಡಿ.27-ಹಾಕತ್ತೂರು ಗ್ರಾಮ ನಿವಾಸಿ ಚೆಟ್ಟಿಮಾಡ ಶಶಿ ಲೋಕನಾಥ್ (53) ಅವರು ಹೃದಯಾಘಾತದಿಂದ ನಿಧನರಾದರು.: [42, 1270, 256, 1285]
bullet-dot-icon: [199, 161, 203, 165]
hanur-body-side: ಹನೂರು, ಡಿ.27(ಸೋಮು)- ತಾಲೂಕಿನ 24 ಗ್ರಾಮ ಪಂಚಾಯಿತಿಗಳಿಗೆ ಭಾನುವಾರ ನಡೆದ ಎರಡನೇ ಹಂತದ ಚುನಾವಣೆಯಲ್ಲಿ ಶೇ. 81.79ರಷ್ಟು ಮತದಾನವಾಗಿದೆ. ಮತದಾರರು ಉತ್ಸಾಹದಿಂದ ಮತಗಟ್ಟೆಗೆ ಆಗಮಿಸಿ ಹಕ್ಕು ಚಲಾಯಿಸಿದರು. ಗಂಟೆಗೆ: [660, 418, 714, 504]
hanur-headline: ಹನೂರಿನಲ್ಲಿ ಶೇ. 81.79ರಷ್ಟು ಮತದಾನ: [660, 370, 900, 392]
table-cell: 51499: [321, 309, 364, 318]
drc-logo-sub: CINEMAS: [676, 104, 700, 110]
virajpet-banner: [42, 726, 900, 764]
table-cell: 141: [262, 318, 321, 327]
table-cell: 85.03: [363, 309, 402, 318]
siddapur-headline: ಸಿದ್ದಾಪುರ ವ್ಯಾಪ್ತಿಯಲ್ಲಿ ಶಾಂತಿಯುತ ಮತದಾನ: [660, 770, 900, 792]
table-cell: ಕೊಳ್ಳೇಗಾಲ: [164, 318, 219, 327]
cinema-listings: [660, 84, 900, 364]
